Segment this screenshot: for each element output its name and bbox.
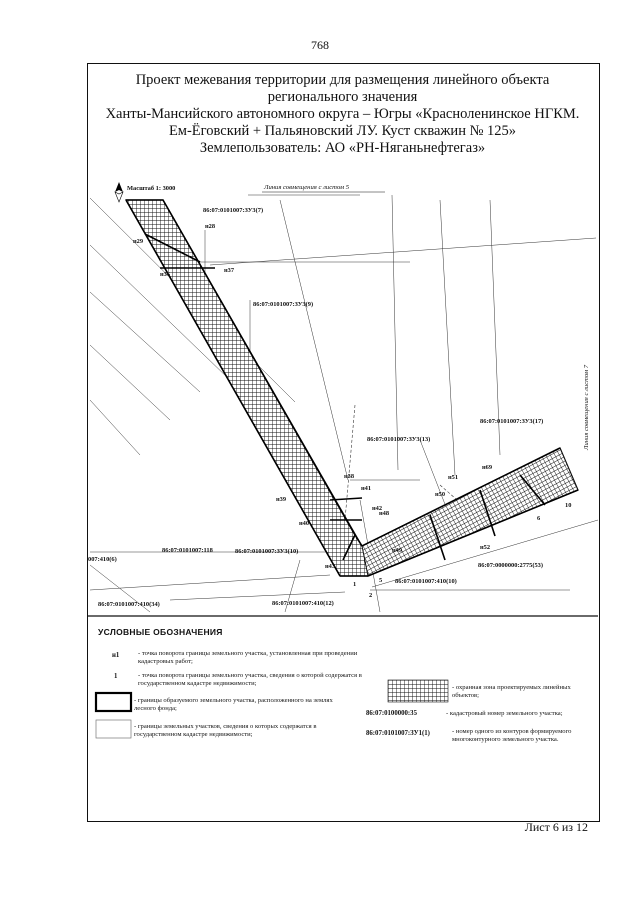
map-label-p410_34: 86:07:0101007:410(34) xyxy=(98,601,160,608)
map-label-p6: 6 xyxy=(537,515,541,522)
legend-forest-text: - границы образуемого земельного участка, расположенного на землях лесного фонда; xyxy=(134,697,333,712)
legend-cad-text: - кадастровый номер земельного участка; xyxy=(446,710,563,717)
legend-n1-key: н1 xyxy=(112,652,120,659)
map-label-n51: н51 xyxy=(448,474,459,481)
map-label-p118: 86:07:0101007:118 xyxy=(162,547,213,554)
map-label-n37: н37 xyxy=(224,267,235,274)
map-label-p2775: 86:07:0000000:2775(53) xyxy=(478,562,543,569)
map-label-n28: н28 xyxy=(205,223,216,230)
legend-existing-symbol xyxy=(96,720,131,738)
map-label-n43: н43 xyxy=(325,563,336,570)
map-label-n29: н29 xyxy=(133,238,144,245)
title-line-5: Землепользователь: АО «РН-Няганьнефтегаз» xyxy=(199,140,486,156)
legend-heading: УСЛОВНЫЕ ОБОЗНАЧЕНИЯ xyxy=(98,627,223,637)
map-label-zu3_13: 86:07:0101007:ЗУ3(13) xyxy=(367,436,431,443)
map-label-p410_6: 007:410(6) xyxy=(88,556,117,563)
map-label-n39: н39 xyxy=(276,496,287,503)
title-line-1: Проект межевания территории для размещения линейного объекта xyxy=(135,72,550,88)
map-label-p410_10: 86:07:0101007:410(10) xyxy=(395,578,457,585)
match-line-right: Линия совмещения с листом 7 xyxy=(583,364,590,450)
map-label-n36: н36 xyxy=(160,271,171,278)
map-label-p10: 10 xyxy=(565,502,572,509)
title-line-2: регионального значения xyxy=(267,89,418,105)
map-label-n69: н69 xyxy=(482,464,493,471)
map-label-zu3_17: 86:07:0101007:ЗУ3(17) xyxy=(480,418,544,425)
map-label-n52: н52 xyxy=(480,544,491,551)
map-label-p5: 5 xyxy=(379,577,383,584)
title-line-3: Ханты-Мансийского автономного округа – Югры «Красноленинское НГКМ. xyxy=(105,106,580,122)
legend-contour-key: 86:07:0101007:ЗУ1(1) xyxy=(366,730,430,737)
legend-contour-text: - номер одного из контуров формируемого многоконтурного земельного участка. xyxy=(452,728,572,743)
map-label-n49: н49 xyxy=(392,547,403,554)
map-label-p410_12: 86:07:0101007:410(12) xyxy=(272,600,334,607)
map-label-n38: н38 xyxy=(344,473,355,480)
map-scale: Масштаб 1: 3000 xyxy=(127,185,176,192)
north-arrow-icon xyxy=(115,182,123,202)
legend-cad-key: 86:07:0100000:35 xyxy=(366,710,417,717)
parcel-labels xyxy=(88,207,543,608)
legend-zone-symbol xyxy=(388,680,448,702)
match-line-top: Линия совмещения с листом 5 xyxy=(264,184,350,191)
sheet-number: Лист 6 из 12 xyxy=(524,820,588,834)
legend-p1-text: - точка поворота границы земельного участка, сведения о которой содержатся в государственном кадастре недвижимости; xyxy=(138,672,362,687)
map-label-p1: 1 xyxy=(353,581,357,588)
legend-n1-text: - точка поворота границы земельного участка, установленная при проведении кадастровых работ; xyxy=(138,650,358,665)
legend-p1-key: 1 xyxy=(114,673,118,680)
map-label-n48: н48 xyxy=(379,510,390,517)
page-number: 768 xyxy=(311,38,329,52)
map-label-zu3_9: 86:07:0101007:ЗУ3(9) xyxy=(253,301,314,308)
title-line-4: Ем-Ёговский + Пальяновский ЛУ. Куст скважин № 125» xyxy=(168,123,517,139)
legend-forest-symbol xyxy=(96,693,131,711)
map-label-zu3_10: 86:07:0101007:ЗУ3(10) xyxy=(235,548,299,555)
map-label-n41: н41 xyxy=(361,485,372,492)
map-label-n50: н50 xyxy=(435,491,446,498)
legend-zone-text: - охранная зона проектируемых линейных объектов; xyxy=(452,684,571,699)
map-label-zu3_7: 86:07:0101007:ЗУ3(7) xyxy=(203,207,264,214)
map-label-p2: 2 xyxy=(369,592,373,599)
map-label-n40: н40 xyxy=(299,520,310,527)
legend-existing-text: - границы земельных участков, сведения о которых содержатся в государственном кадастре недвижимости; xyxy=(134,723,317,738)
map-label-n42: н42 xyxy=(372,505,383,512)
